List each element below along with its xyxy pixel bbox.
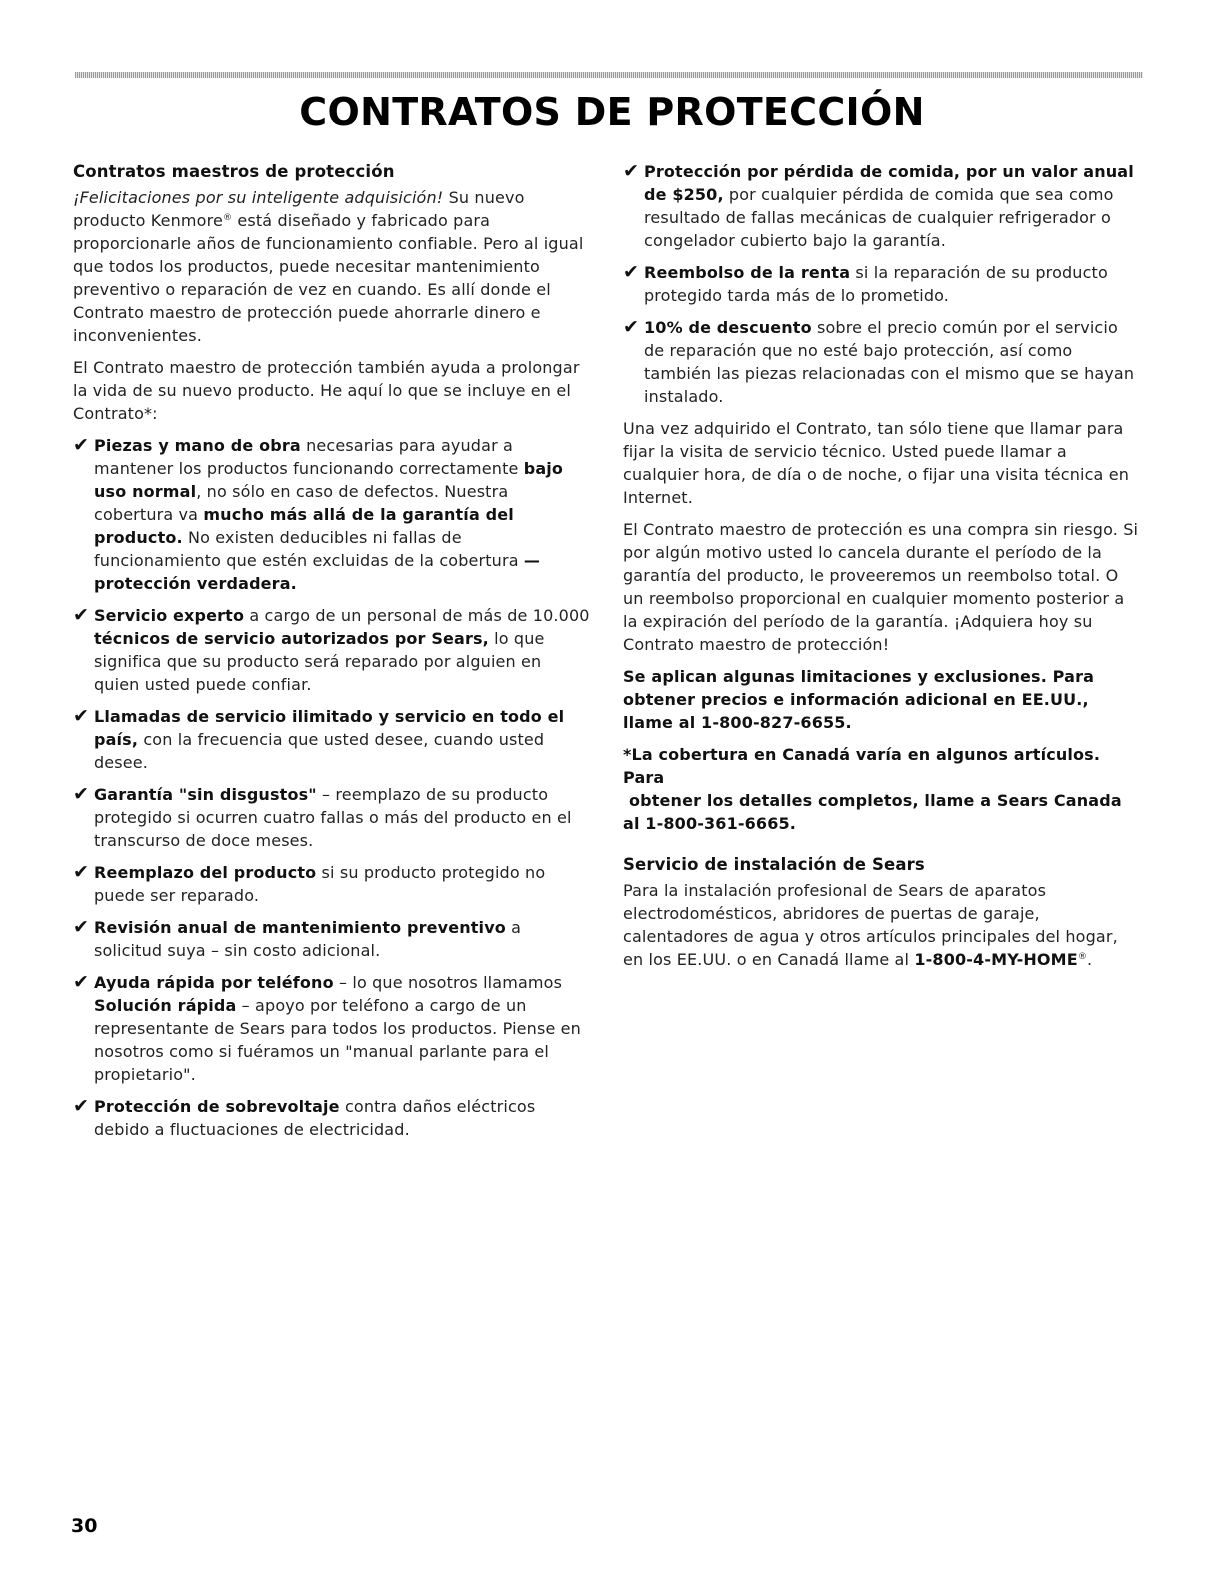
checkmark-icon: ✔ (73, 1095, 90, 1117)
benefit-expert-service: ✔ Servicio experto a cargo de un personal de más de 10.000 técnicos de servicio autorizados por Sears, lo que significa que su producto será reparado por alguien en quien usted puede confiar. (73, 604, 590, 694)
checkmark-icon: ✔ (73, 861, 90, 883)
benefit-rental-reimbursement: ✔ Reembolso de la renta si la reparación de su producto protegido tarda más de lo prometido. (623, 261, 1108, 305)
benefit-annual-maintenance: ✔ Revisión anual de mantenimiento preventivo a solicitud suya – sin costo adicional. (73, 916, 522, 960)
checkmark-icon: ✔ (623, 316, 640, 338)
benefit-food-loss: ✔ Protección por pérdida de comida, por un valor anual de $250, por cualquier pérdida de comida que sea como resultado de fallas mecánicas de cualquier refrigerador o congelador cubierto bajo la garantía. (623, 160, 1134, 250)
scheduling-paragraph: Una vez adquirido el Contrato, tan sólo tiene que llamar para fijar la visita de servicio técnico. Usted puede llamar a cualquier hora, de día o de noche, o fijar una visita técnica en Internet. (623, 419, 1130, 507)
benefit-unlimited-calls: ✔ Llamadas de servicio ilimitado y servicio en todo el país, con la frecuencia que usted desee, cuando usted desee. (73, 705, 565, 772)
benefit-no-lemon: ✔ Garantía "sin disgustos" – reemplazo de su producto protegido si ocurren cuatro fallas o más del producto en el transcurso de doce meses. (73, 783, 572, 850)
left-column (73, 160, 591, 1150)
installation-paragraph: Para la instalación profesional de Sears de aparatos electrodomésticos, abridores de puertas de garaje, calentadores de agua y otros artículos principales del hogar, en los EE.UU. o en Canadá llame al 1-800-4-MY-HOME®. (623, 881, 1118, 969)
checkmark-icon: ✔ (73, 604, 90, 626)
page-title: CONTRATOS DE PROTECCIÓN (299, 90, 925, 134)
intro-paragraph-2: El Contrato maestro de protección también ayuda a prolongar la vida de su nuevo producto. He aquí lo que se incluye en el Contrato*: (73, 358, 580, 423)
benefit-surge-protection: ✔ Protección de sobrevoltaje contra daños eléctricos debido a fluctuaciones de electricidad. (73, 1095, 536, 1139)
benefit-phone-help: ✔ Ayuda rápida por teléfono – lo que nosotros llamamos Solución rápida – apoyo por teléfono a cargo de un representante de Sears para todos los productos. Piense en nosotros como si fuéramos un "manual parlante para el propietario". (73, 971, 581, 1084)
checkmark-icon: ✔ (73, 916, 90, 938)
intro-paragraph: ¡Felicitaciones por su inteligente adquisición! Su nuevo producto Kenmore® está diseñado y fabricado para proporcionarle años de funcionamiento confiable. Pero al igual que todos los productos, puede necesitar mantenimiento preventivo o reparación de vez en cuando. Es allí donde el Contrato maestro de protección puede ahorrarle dinero e inconvenientes. (73, 188, 584, 345)
risk-free-paragraph: El Contrato maestro de protección es una compra sin riesgo. Si por algún motivo usted lo cancela durante el período de la garantía del producto, le proveeremos un reembolso total. O un reembolso proporcional en cualquier momento posterior a la expiración del período de la garantía. ¡Adquiera hoy su Contrato maestro de protección! (623, 520, 1139, 654)
checkmark-icon: ✔ (73, 705, 90, 727)
checkmark-icon: ✔ (73, 783, 90, 805)
benefit-discount: ✔ 10% de descuento sobre el precio común por el servicio de reparación que no esté bajo protección, así como también las piezas relacionadas con el mismo que se hayan instalado. (623, 316, 1135, 406)
benefit-product-replacement: ✔ Reemplazo del producto si su producto protegido no puede ser reparado. (73, 861, 546, 905)
canada-coverage-note: *La cobertura en Canadá varía en algunos artículos. Para obtener los detalles completos, llame a Sears Canada al 1-800-361-6665. (623, 745, 1122, 833)
checkmark-icon: ✔ (73, 971, 90, 993)
section-heading-contracts: Contratos maestros de protección (73, 162, 395, 181)
checkmark-icon: ✔ (623, 261, 640, 283)
limitations-paragraph: Se aplican algunas limitaciones y exclusiones. Para obtener precios e información adicional en EE.UU., llame al 1-800-827-6655. (623, 667, 1095, 732)
right-column (623, 160, 1141, 980)
checkmark-icon: ✔ (623, 160, 640, 182)
page-number: 30 (71, 1515, 98, 1537)
benefit-parts-labor: ✔ Piezas y mano de obra necesarias para ayudar a mantener los productos funcionando correctamente bajo uso normal, no sólo en caso de defectos. Nuestra cobertura va mucho más allá de la garantía del producto. No existen deducibles ni fallas de funcionamiento que estén excluidas de la cobertura — protección verdadera. (73, 434, 564, 593)
checkmark-icon: ✔ (73, 434, 90, 456)
top-rule (75, 72, 1143, 78)
section-heading-installation: Servicio de instalación de Sears (623, 855, 925, 874)
